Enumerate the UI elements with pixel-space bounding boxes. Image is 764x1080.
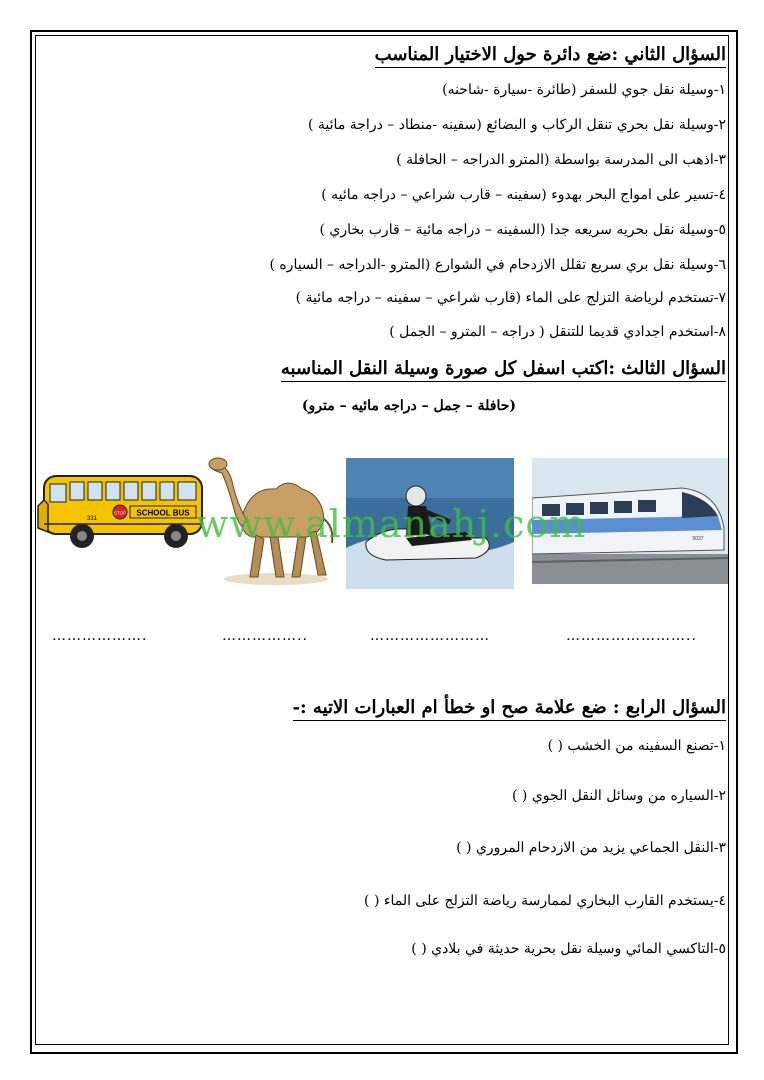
q2-item-2: ٢-وسيلة نقل بحري تنقل الركاب و البضائع (سفينه -منطاد – دراجة مائية ) xyxy=(308,117,726,133)
q2-item-8: ٨-استخدم اجدادي قديما للتنقل ( دراجه – المترو – الجمل ) xyxy=(389,324,726,340)
q2-item-4: ٤-تسير على امواج البحر بهدوء (سفينه – قارب شراعي – دراجه مائيه ) xyxy=(321,187,726,203)
q3-options: (حافلة – جمل – دراجه مائيه – مترو) xyxy=(301,398,516,414)
q4-item-4: ٤-يستخدم القارب البخاري لممارسة رياضة التزلج على الماء ( ) xyxy=(364,893,726,909)
q4-heading: السؤال الرابع : ضع علامة صح او خطأ ام العبارات الاتيه :- xyxy=(293,697,726,721)
q2-item-5: ٥-وسيلة نقل بحريه سريعه جدا (السفينه – دراجه مائية – قارب بخاري ) xyxy=(319,222,726,238)
q2-item-7: ٧-تستخدم لرياضة التزلج على الماء (قارب شراعي – سفينه – دراجه مائية ) xyxy=(295,290,726,306)
q3-heading: السؤال الثالث :اكتب اسفل كل صورة وسيلة النقل المناسبه xyxy=(281,358,726,382)
bus-label: SCHOOL BUS xyxy=(136,508,190,518)
q2-item-1: ١-وسيلة نقل جوي للسفر (طائرة -سيارة -شاحنه) xyxy=(442,82,726,98)
q4-item-5: ٥-التاكسي المائي وسيلة نقل بحرية حديثة في بلادي ( ) xyxy=(411,941,726,957)
watermark: www.almanahj.com xyxy=(196,502,587,546)
answer-blank-bus: ………………. xyxy=(52,628,148,644)
answer-blank-jet-ski: …………………… xyxy=(370,628,490,644)
answer-blank-camel: …………….. xyxy=(222,628,308,644)
stop-sign-label: STOP xyxy=(113,510,127,516)
q2-item-3: ٣-اذهب الى المدرسة بواسطة (المترو الدراجه – الحافلة ) xyxy=(396,152,726,168)
answer-blank-metro: …………………….. xyxy=(566,628,697,644)
school-bus-image xyxy=(36,470,206,552)
train-number: 5037 xyxy=(692,536,704,542)
q2-item-6: ٦-وسيلة نقل بري سريع تقلل الازدحام في الشوارع (المترو -الدراجه – السياره ) xyxy=(269,257,726,273)
q4-item-2: ٢-السياره من وسائل النقل الجوي ( ) xyxy=(512,788,726,804)
q4-item-3: ٣-النقل الجماعي يزيد من الازدحام المروري ( ) xyxy=(456,840,726,856)
q2-heading: السؤال الثاني :ضع دائرة حول الاختيار المناسب xyxy=(375,44,726,68)
q4-item-1: ١-تصنع السفينه من الخشب ( ) xyxy=(547,738,726,754)
bus-number: 331 xyxy=(86,516,98,522)
